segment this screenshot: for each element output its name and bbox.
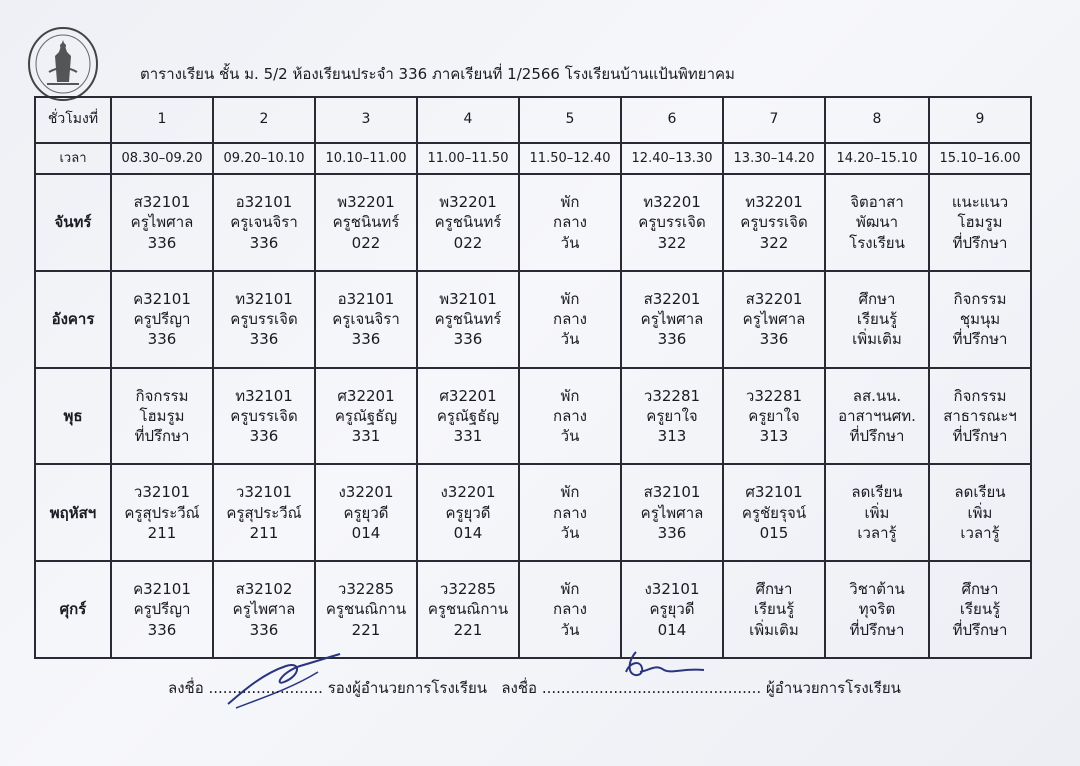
schedule-cell [519, 561, 621, 658]
cell-line: กลาง [552, 213, 588, 232]
cell-line: ค32101 [133, 289, 191, 308]
cell-line: 322 [759, 233, 789, 252]
cell-line: เพิ่มเติม [749, 620, 799, 639]
cell-line: 313 [759, 427, 789, 446]
day-name: อังคาร [35, 271, 111, 368]
cell-line: ที่ปรึกษา [952, 233, 1008, 252]
schedule-cell [825, 368, 929, 465]
schedule-cell [111, 561, 213, 658]
day-row [35, 174, 1031, 271]
schedule-cell [111, 368, 213, 465]
period-number: 6 [621, 97, 723, 143]
schedule-cell [825, 464, 929, 561]
cell-line: 211 [147, 523, 177, 542]
schedule-cell [111, 464, 213, 561]
cell-line: อ32101 [235, 193, 293, 212]
schedule-cell [417, 271, 519, 368]
schedule-cell [213, 271, 315, 368]
period-time: 08.30–09.20 [111, 143, 213, 174]
period-time: 11.00–11.50 [417, 143, 519, 174]
cell-line: ท32201 [643, 193, 701, 212]
cell-line: ว32285 [439, 580, 497, 599]
cell-line: ที่ปรึกษา [952, 620, 1008, 639]
cell-line: ที่ปรึกษา [849, 620, 905, 639]
cell-line: 331 [351, 427, 381, 446]
schedule-cell [723, 271, 825, 368]
day-name: จันทร์ [35, 174, 111, 271]
cell-line: ท32101 [235, 386, 293, 405]
cell-line: 221 [351, 620, 381, 639]
cell-line: ครูปรีญา [133, 600, 191, 619]
schedule-cell [519, 368, 621, 465]
cell-line: โรงเรียน [849, 233, 905, 252]
cell-line: จิตอาสา [850, 193, 904, 212]
cell-line: วัน [560, 620, 580, 639]
cell-line: 336 [249, 233, 279, 252]
schedule-cell [723, 561, 825, 658]
schedule-cell [825, 174, 929, 271]
cell-line: อ32101 [337, 289, 395, 308]
cell-line: พ32101 [439, 289, 497, 308]
cell-line: ศึกษา [858, 289, 896, 308]
cell-line: เวลารู้ [960, 523, 1000, 542]
cell-line: 336 [249, 330, 279, 349]
cell-line: เพิ่ม [864, 503, 890, 522]
cell-line: ลดเรียน [851, 483, 903, 502]
cell-line: พัก [560, 483, 580, 502]
schedule-cell [929, 368, 1031, 465]
schedule-cell [111, 271, 213, 368]
cell-line: ครูชนณิกาน [427, 600, 509, 619]
cell-line: ครูเจนจิรา [230, 213, 298, 232]
cell-line: 313 [657, 427, 687, 446]
cell-line: ลส.นน. [852, 386, 902, 405]
cell-line: 336 [657, 330, 687, 349]
cell-line: เวลารู้ [857, 523, 897, 542]
cell-line: พัฒนา [855, 213, 899, 232]
schedule-cell [723, 464, 825, 561]
day-name: ศุกร์ [35, 561, 111, 658]
cell-line: 336 [147, 620, 177, 639]
schedule-cell [929, 464, 1031, 561]
cell-line: 014 [351, 523, 381, 542]
cell-line: 336 [453, 330, 483, 349]
cell-line: 022 [351, 233, 381, 252]
cell-line: เรียนรู้ [856, 310, 898, 329]
day-name: พฤหัสฯ [35, 464, 111, 561]
cell-line: วิชาต้าน [849, 580, 905, 599]
schedule-cell [315, 271, 417, 368]
period-number: 9 [929, 97, 1031, 143]
cell-line: กิจกรรม [953, 386, 1007, 405]
sign-label-1: ลงชื่อ [168, 679, 204, 697]
sign-label-2: ลงชื่อ [501, 679, 538, 697]
cell-line: 336 [657, 523, 687, 542]
day-row [35, 271, 1031, 368]
cell-line: ครูไพศาล [742, 310, 806, 329]
schedule-cell [825, 271, 929, 368]
schedule-cell [519, 174, 621, 271]
cell-line: พัก [560, 580, 580, 599]
cell-line: 022 [453, 233, 483, 252]
cell-line: ครูชนณิกาน [325, 600, 407, 619]
cell-line: ครูณัฐธัญ [334, 406, 398, 425]
schedule-cell [519, 464, 621, 561]
cell-line: ครูยาใจ [748, 406, 800, 425]
cell-line: พ32201 [337, 193, 395, 212]
cell-line: ที่ปรึกษา [952, 330, 1008, 349]
schedule-cell [929, 174, 1031, 271]
cell-line: แนะแนว [951, 193, 1009, 212]
timetable [34, 96, 1032, 659]
schedule-cell [621, 271, 723, 368]
cell-line: ที่ปรึกษา [134, 427, 190, 446]
cell-line: ครูชนินทร์ [332, 213, 400, 232]
cell-line: ทุจริต [858, 600, 896, 619]
day-row [35, 561, 1031, 658]
day-name: พุธ [35, 368, 111, 465]
cell-line: ง32201 [338, 483, 394, 502]
cell-line: ครูยุวดี [649, 600, 695, 619]
time-header-label: เวลา [35, 143, 111, 174]
cell-line: ครูไพศาล [640, 503, 704, 522]
page-title: ตารางเรียน ชั้น ม. 5/2 ห้องเรียนประจำ 336 ภาคเรียนที่ 1/2566 โรงเรียนบ้านแป้นพิทยาคม [140, 65, 735, 83]
cell-line: อาสาฯนศท. [838, 406, 916, 425]
cell-line: วัน [560, 523, 580, 542]
schedule-cell [417, 174, 519, 271]
cell-line: สาธารณะฯ [943, 406, 1017, 425]
cell-line: เพิ่มเติม [852, 330, 902, 349]
sign-dots-2: .............................................. [541, 679, 762, 697]
cell-line: ที่ปรึกษา [952, 427, 1008, 446]
period-time: 10.10–11.00 [315, 143, 417, 174]
sign-dots-1: ........................ [208, 679, 323, 697]
period-number: 4 [417, 97, 519, 143]
cell-line: ครูบรรเจิด [230, 310, 298, 329]
school-seal-logo [27, 26, 99, 102]
cell-line: ครูสุประวีณ์ [124, 503, 200, 522]
schedule-cell [315, 174, 417, 271]
cell-line: พัก [560, 289, 580, 308]
period-time: 09.20–10.10 [213, 143, 315, 174]
cell-line: ครูไพศาล [130, 213, 194, 232]
period-time: 14.20–15.10 [825, 143, 929, 174]
cell-line: ครูชนินทร์ [434, 310, 502, 329]
schedule-cell [621, 561, 723, 658]
cell-line: 014 [657, 620, 687, 639]
director-title: ผู้อำนวยการโรงเรียน [765, 679, 901, 697]
cell-line: ง32101 [644, 580, 700, 599]
cell-line: 336 [147, 330, 177, 349]
schedule-cell [519, 271, 621, 368]
cell-line: 322 [657, 233, 687, 252]
cell-line: ว32285 [337, 580, 395, 599]
cell-line: ส32201 [745, 289, 803, 308]
cell-line: ศ32101 [745, 483, 803, 502]
cell-line: ค32101 [133, 580, 191, 599]
cell-line: กลาง [552, 310, 588, 329]
cell-line: กิจกรรม [953, 289, 1007, 308]
cell-line: 331 [453, 427, 483, 446]
schedule-cell [315, 368, 417, 465]
cell-line: ครูยุวดี [445, 503, 491, 522]
schedule-cell [723, 174, 825, 271]
schedule-cell [621, 174, 723, 271]
cell-line: เรียนรู้ [959, 600, 1001, 619]
cell-line: ครูปรีญา [133, 310, 191, 329]
day-row [35, 368, 1031, 465]
cell-line: กลาง [552, 406, 588, 425]
cell-line: ว32281 [745, 386, 803, 405]
period-header-row [35, 97, 1031, 143]
period-time: 11.50–12.40 [519, 143, 621, 174]
schedule-cell [111, 174, 213, 271]
cell-line: 336 [249, 427, 279, 446]
schedule-cell [213, 174, 315, 271]
schedule-cell [417, 561, 519, 658]
period-header-label: ชั่วโมงที่ [35, 97, 111, 143]
cell-line: 336 [147, 233, 177, 252]
cell-line: 221 [453, 620, 483, 639]
cell-line: ท32201 [745, 193, 803, 212]
cell-line: พ32201 [439, 193, 497, 212]
cell-line: กลาง [552, 600, 588, 619]
cell-line: วัน [560, 427, 580, 446]
cell-line: ครูสุประวีณ์ [226, 503, 302, 522]
cell-line: ว32101 [235, 483, 293, 502]
cell-line: เพิ่ม [967, 503, 993, 522]
cell-line: โฮมรูม [139, 406, 185, 425]
cell-line: 336 [759, 330, 789, 349]
cell-line: ครูบรรเจิด [230, 406, 298, 425]
cell-line: ครูไพศาล [232, 600, 296, 619]
cell-line: ชุมนุม [959, 310, 1001, 329]
period-number: 7 [723, 97, 825, 143]
cell-line: 014 [453, 523, 483, 542]
cell-line: ที่ปรึกษา [849, 427, 905, 446]
schedule-cell [315, 561, 417, 658]
period-time: 12.40–13.30 [621, 143, 723, 174]
cell-line: ง32201 [440, 483, 496, 502]
cell-line: วัน [560, 233, 580, 252]
schedule-cell [213, 368, 315, 465]
time-row [35, 143, 1031, 174]
cell-line: ว32281 [643, 386, 701, 405]
cell-line: กิจกรรม [135, 386, 189, 405]
cell-line: กลาง [552, 503, 588, 522]
cell-line: ศ32201 [337, 386, 395, 405]
cell-line: ส32102 [235, 580, 293, 599]
cell-line: ครูบรรเจิด [740, 213, 808, 232]
cell-line: ครูบรรเจิด [638, 213, 706, 232]
cell-line: 336 [249, 620, 279, 639]
cell-line: ส32201 [643, 289, 701, 308]
cell-line: ครูณัฐธัญ [436, 406, 500, 425]
cell-line: ส32101 [133, 193, 191, 212]
schedule-cell [213, 561, 315, 658]
period-time: 15.10–16.00 [929, 143, 1031, 174]
schedule-cell [825, 561, 929, 658]
cell-line: ว32101 [133, 483, 191, 502]
period-number: 3 [315, 97, 417, 143]
cell-line: ศึกษา [961, 580, 999, 599]
period-number: 8 [825, 97, 929, 143]
cell-line: ครูชัยรุจน์ [741, 503, 807, 522]
cell-line: ครูชนินทร์ [434, 213, 502, 232]
signature-line [168, 676, 928, 700]
cell-line: ครูไพศาล [640, 310, 704, 329]
schedule-cell [315, 464, 417, 561]
cell-line: ครูยาใจ [646, 406, 698, 425]
cell-line: 336 [351, 330, 381, 349]
schedule-cell [929, 271, 1031, 368]
cell-line: เรียนรู้ [753, 600, 795, 619]
schedule-cell [929, 561, 1031, 658]
cell-line: พัก [560, 386, 580, 405]
cell-line: ครูเจนจิรา [332, 310, 400, 329]
period-time: 13.30–14.20 [723, 143, 825, 174]
cell-line: 211 [249, 523, 279, 542]
cell-line: ครูยุวดี [343, 503, 389, 522]
cell-line: ลดเรียน [954, 483, 1006, 502]
cell-line: วัน [560, 330, 580, 349]
period-number: 1 [111, 97, 213, 143]
schedule-cell [621, 368, 723, 465]
schedule-cell [417, 464, 519, 561]
period-number: 2 [213, 97, 315, 143]
cell-line: ศ32201 [439, 386, 497, 405]
cell-line: ส32101 [643, 483, 701, 502]
period-number: 5 [519, 97, 621, 143]
deputy-director-title: รองผู้อำนวยการโรงเรียน [327, 679, 488, 697]
cell-line: ท32101 [235, 289, 293, 308]
schedule-cell [621, 464, 723, 561]
schedule-cell [213, 464, 315, 561]
cell-line: พัก [560, 193, 580, 212]
cell-line: 015 [759, 523, 789, 542]
day-row [35, 464, 1031, 561]
cell-line: ศึกษา [755, 580, 793, 599]
schedule-cell [417, 368, 519, 465]
schedule-cell [723, 368, 825, 465]
cell-line: โฮมรูม [957, 213, 1003, 232]
